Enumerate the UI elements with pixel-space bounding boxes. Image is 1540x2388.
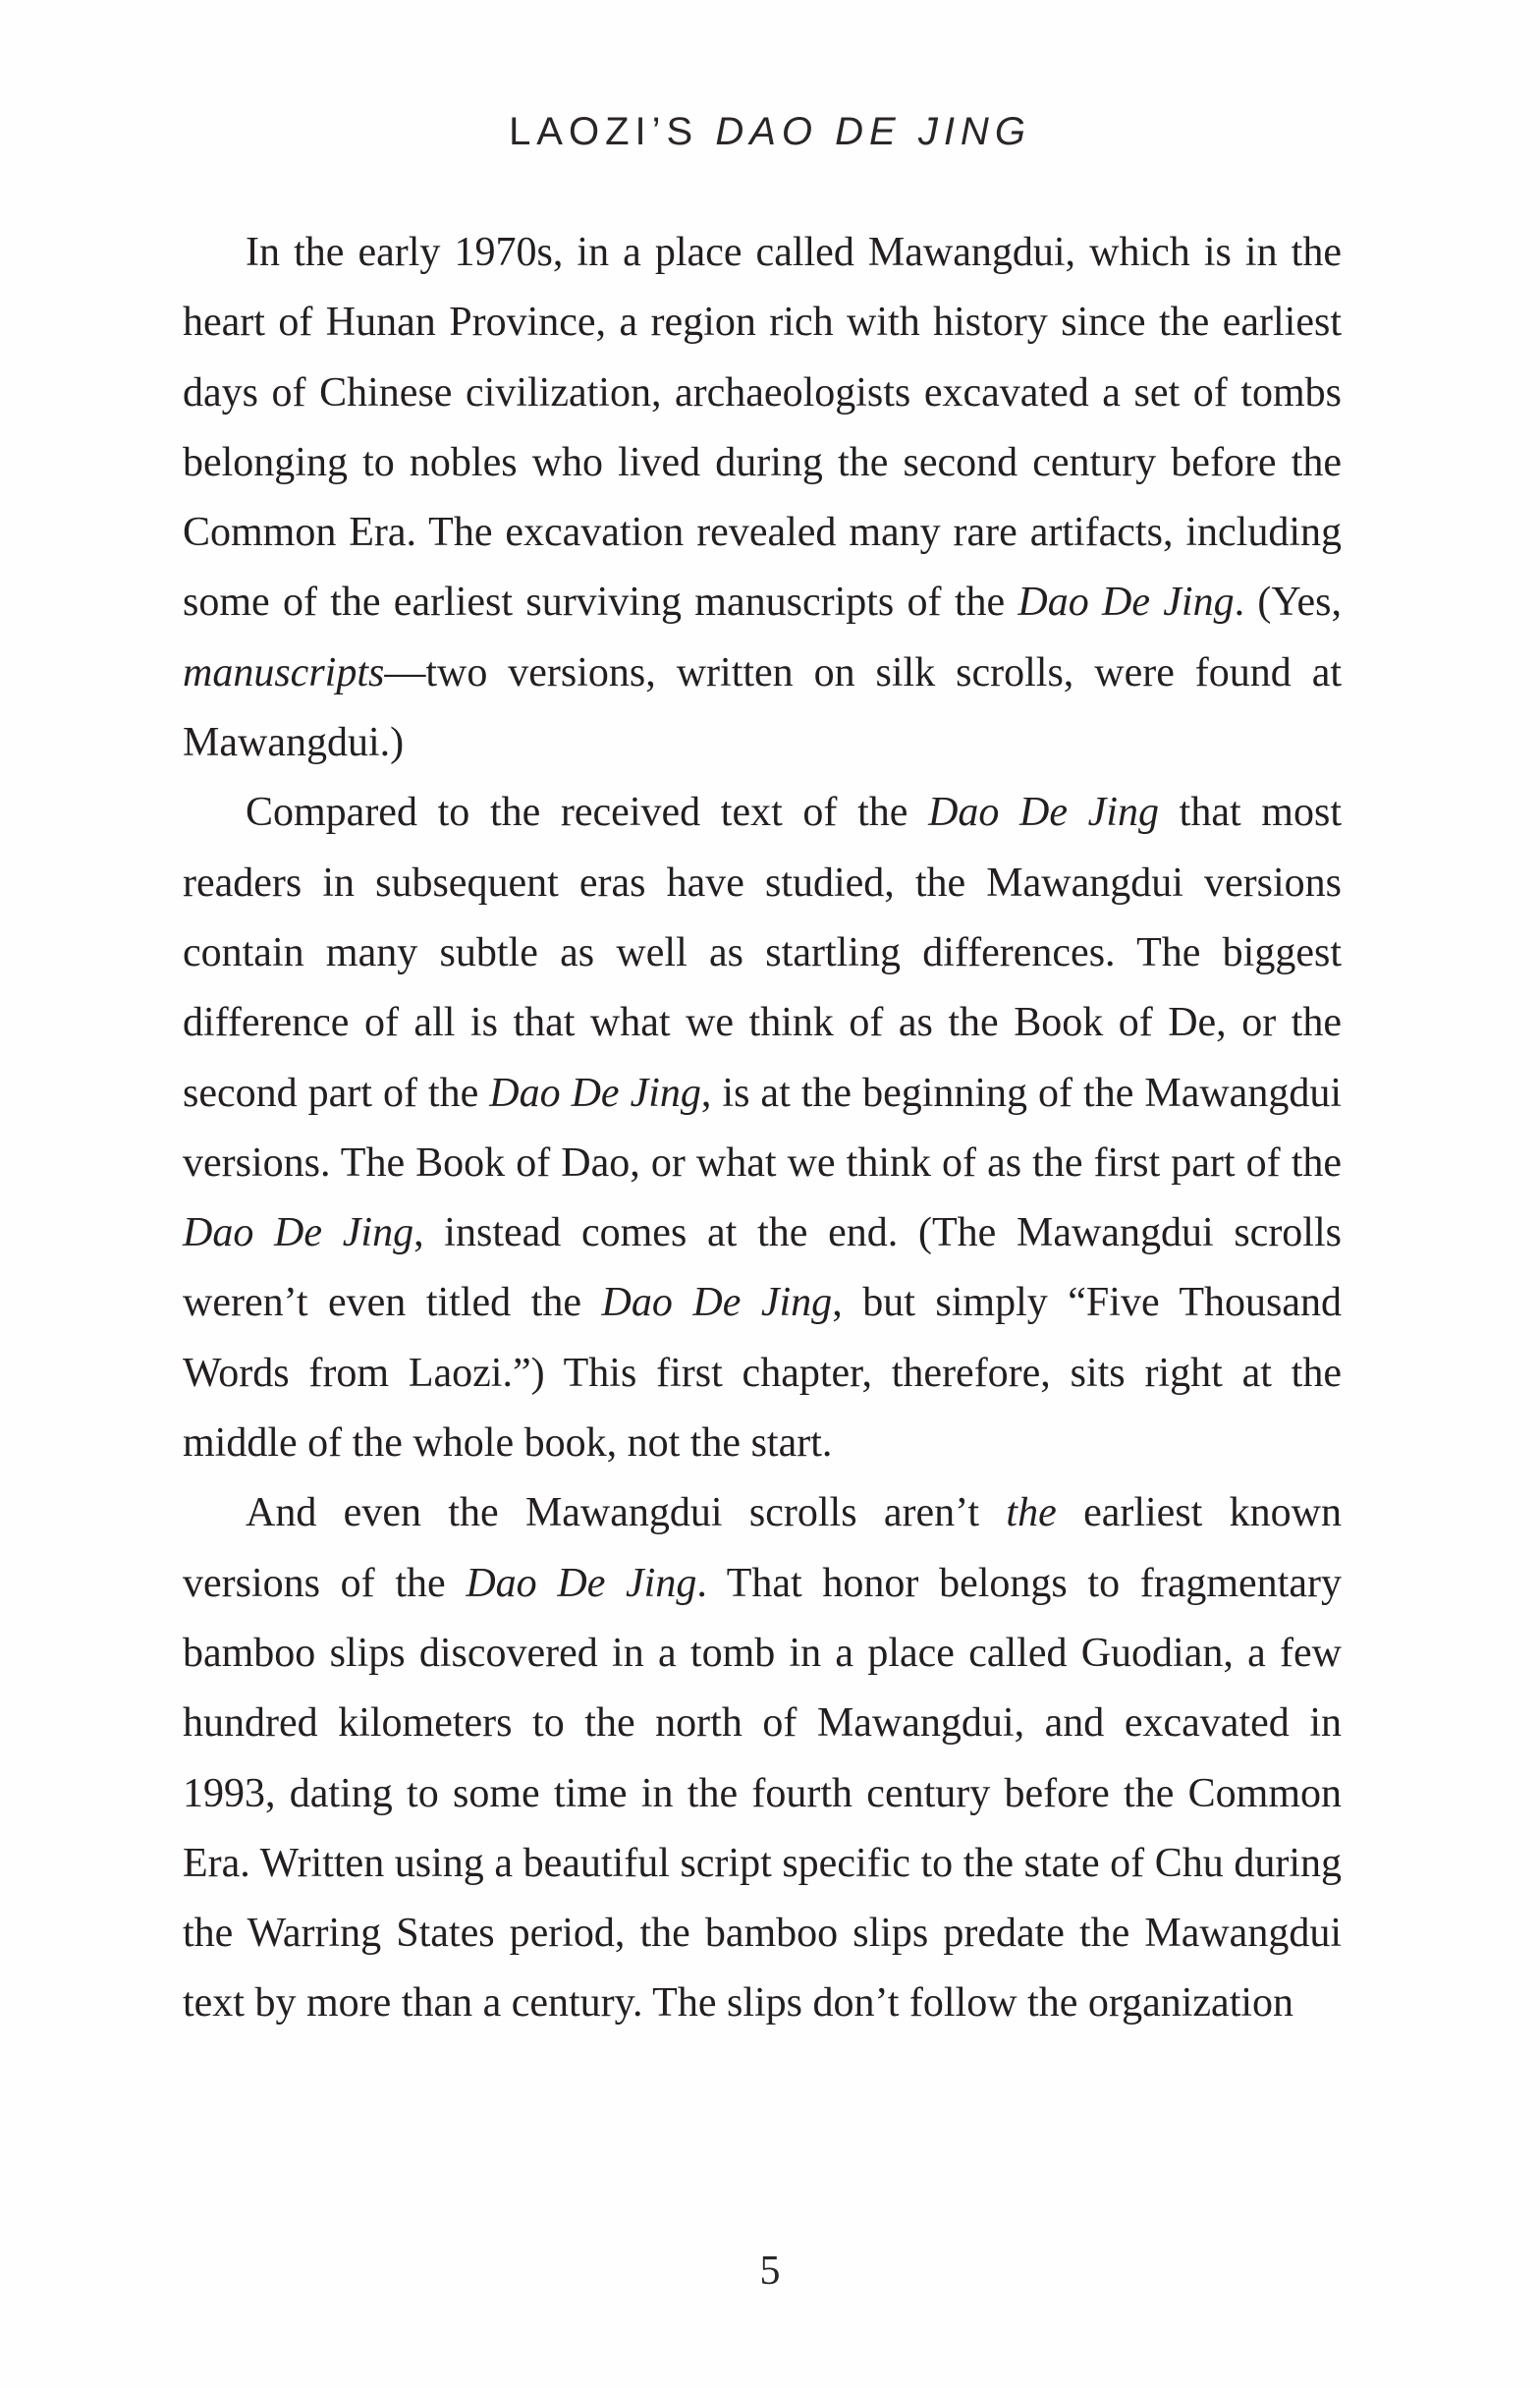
italic-run: Dao De Jing xyxy=(1018,580,1235,626)
paragraph-1 xyxy=(183,218,1342,778)
text-run: And even the Mawangdui scrolls aren’t xyxy=(246,1490,1007,1536)
italic-run: Dao De Jing xyxy=(928,790,1159,836)
text-run: In the early 1970s, in a place called Mawangdui, which is in the heart of Hunan Province, a region rich with history since the earliest days of Chinese civilization, archaeologists excavated a set of tombs belonging to nobles who lived during the second century before the Common Era. The excavation revealed many rare artifacts, including some of the earliest surviving manuscripts of the xyxy=(183,230,1342,626)
page-number: 5 xyxy=(759,2249,781,2294)
text-run: —two versions, written on silk scrolls, were found at Mawangdui.) xyxy=(183,649,1342,766)
italic-run: Dao De Jing xyxy=(489,1070,701,1116)
text-run: Compared to the received text of the xyxy=(246,790,929,836)
text-run: , but simply “Five Thousand Words from Laozi.”) This first chapter, therefore, sits right at the middle of the whole book, not the start. xyxy=(183,1280,1342,1467)
text-run: that most readers in subsequent eras have studied, the Mawangdui versions contain many subtle as well as startling differences. The biggest difference of all is that what we think of as the Book of De, or the second part of the xyxy=(183,790,1342,1116)
italic-run: Dao De Jing xyxy=(466,1560,697,1606)
text-run: earliest known versions of the xyxy=(183,1490,1343,1606)
running-head-author: LAOZI’S xyxy=(509,110,699,153)
paragraph-2 xyxy=(183,778,1342,1478)
paragraph-3 xyxy=(183,1478,1342,2038)
text-run: . That honor belongs to fragmentary bamboo slips discovered in a tomb in a place called Guodian, a few hundred kilometers to the north of Mawangdui, and excavated in 1993, dating to some time in the fourth century before the Common Era. Written using a beautiful script specific to the state of Chu during the Warring States period, the bamboo slips predate the Mawangdui text by more than a century. The slips don’t follow the organization xyxy=(183,1560,1342,2027)
italic-run: Dao De Jing xyxy=(183,1210,414,1256)
italic-run: Dao De Jing xyxy=(601,1280,833,1326)
italic-run: the xyxy=(1006,1490,1057,1536)
running-head-title: DAO DE JING xyxy=(715,110,1031,153)
running-head xyxy=(0,110,1540,154)
text-run: , is at the beginning of the Mawangdui versions. The Book of Dao, or what we think of as the first part of the xyxy=(183,1070,1342,1186)
text-run: , instead comes at the end. (The Mawangdui scrolls weren’t even titled the xyxy=(183,1210,1342,1326)
italic-run: manuscripts xyxy=(183,649,385,695)
text-run: . (Yes, xyxy=(1234,580,1342,626)
body-text xyxy=(183,218,1342,2039)
